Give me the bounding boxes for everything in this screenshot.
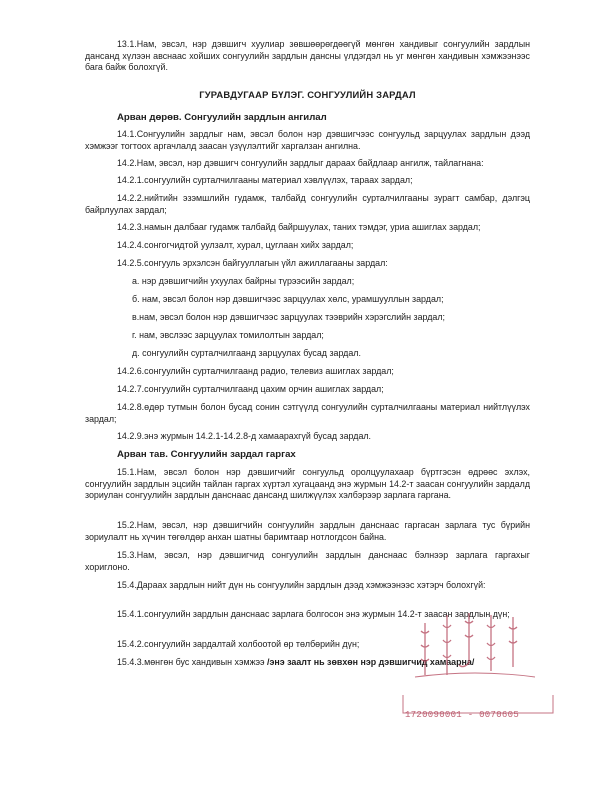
paragraph-14-2-7: 14.2.7.сонгуулийн сурталчилгаанд цахим орчин ашиглах зардал; [117,384,384,394]
chapter-title: ГУРАВДУГААР БҮЛЭГ. СОНГУУЛИЙН ЗАРДАЛ [199,89,416,100]
paragraph-15-2: 15.2.Нам, эвсэл, нэр дэвшигчийн сонгуулийн зардлын данснаас гаргасан зарлага тус бүрийн зориулалт нь хүчин төгөлдөр анхан шатны баримтаар нотлогдсон байна. [85,520,530,542]
paragraph-15-4-2: 15.4.2.сонгуулийн зардалтай холбоотой өр төлбөрийн дүн; [117,639,360,649]
item-14-2-5-b: б. нам, эвсэл болон нэр дэвшигчээс зарцуулах хөлс, урамшууллын зардал; [132,294,444,304]
paragraph-15-1: 15.1.Нам, эвсэл болон нэр дэвшигчийг сонгуульд оролцуулахаар бүртгэсэн өдрөөс эхлэх, сонгуулийн зардлын эцсийн тайлан гаргах хүртэл хугацаанд энэ журмын 14.2-т заасан сонгуулийн зардалд зориулан сонгуулийн зардлын данснаас дансанд шилжүүлэх хэлбэрээр зарлага гаргана. [85,467,530,501]
item-14-2-5-a: а. нэр дэвшигчийн ухуулах байрны түрээсийн зардал; [132,276,355,286]
paragraph-15-3: 15.3.Нам, эвсэл, нэр дэвшигчид сонгуулийн зардлын данснаас бэлнээр зарлага гаргахыг хориглоно. [85,550,530,572]
item-14-2-5-d: д. сонгуулийн сурталчилгаанд зарцуулах бусад зардал. [132,348,361,358]
paragraph-14-2-2: 14.2.2.нийтийн эзэмшлийн гудамж, талбайд сонгуулийн сурталчилгааны зурагт самбар, дэлгэц байрлуулах зардал; [85,193,530,215]
article-15-title: Арван тав. Сонгуулийн зардал гаргах [117,449,296,460]
paragraph-14-2: 14.2.Нам, эвсэл, нэр дэвшигч сонгуулийн зардлыг дараах байдлаар ангилж, тайлагнана: [117,158,484,168]
paragraph-15-4-3 [85,657,530,669]
paragraph-14-2-5: 14.2.5.сонгууль эрхэлсэн байгууллагын үйл ажиллагааны зардал: [117,258,388,268]
paragraph-15-4-3-text: 15.4.3.мөнгөн бус хандивын хэмжээ [117,657,268,667]
paragraph-13-1: 13.1.Нам, эвсэл, нэр дэвшигч хуулиар зөвшөөрөгдөөгүй мөнгөн хандивыг сонгуулийн зардлын дансанд хүлээн авснаас хойших сонгуулийн зардлын дансны үлдэгдэл нь уг мөнгөн хандивын хэмжээнээс бага байж болохгүй. [85,39,530,73]
paragraph-15-4: 15.4.Дараах зардлын нийт дүн нь сонгуулийн зардлын дээд хэмжээнээс хэтэрч болохгүй: [117,580,486,590]
paragraph-14-2-9: 14.2.9.энэ журмын 14.2.1-14.2.8-д хамаарахгүй бусад зардал. [117,431,372,441]
paragraph-14-2-8: 14.2.8.өдөр тутмын болон бусад сонин сэтгүүлд сонгуулийн сурталчилгааны материал нийтлүүлэх зардал; [85,402,530,424]
item-14-2-5-g: г. нам, эвслээс зарцуулах томилолтын зардал; [132,330,324,340]
paragraph-14-2-3: 14.2.3.намын далбааг гудамж талбайд байршуулах, таних тэмдэг, уриа ашиглах зардал; [117,222,481,232]
item-14-2-5-v: в.нам, эвсэл болон нэр дэвшигчээс зарцуулах тээврийн хэрэгслийн зардал; [132,312,446,322]
official-stamp-seal [395,585,560,720]
paragraph-14-2-4: 14.2.4.сонгогчидтой уулзалт, хурал, цуглаан хийх зардал; [117,240,354,250]
paragraph-15-4-1: 15.4.1.сонгуулийн зардлын данснаас зарлага болгосон энэ журмын 14.2-т заасан зардлын дүн; [117,609,510,619]
paragraph-15-4-3-note: /энэ заалт нь зөвхөн нэр дэвшигчид хамаарна/ [267,657,475,667]
article-14-title: Арван дөрөв. Сонгуулийн зардлын ангилал [117,112,327,123]
paragraph-14-2-1: 14.2.1.сонгуулийн сурталчилгааны материал хэвлүүлэх, тараах зардал; [117,175,413,185]
paragraph-14-2-6: 14.2.6.сонгуулийн сурталчилгаанд радио, телевиз ашиглах зардал; [117,366,394,376]
stamp-number: 1720090001 - 0070605 [405,710,520,720]
paragraph-14-1: 14.1.Сонгуулийн зардлыг нам, эвсэл болон нэр дэвшигчээс сонгуульд зарцуулах зардлын дээд хэмжээг тогтоох аргачлалд заасан үзүүлэлтийг харгалзан ангилна. [85,129,530,151]
